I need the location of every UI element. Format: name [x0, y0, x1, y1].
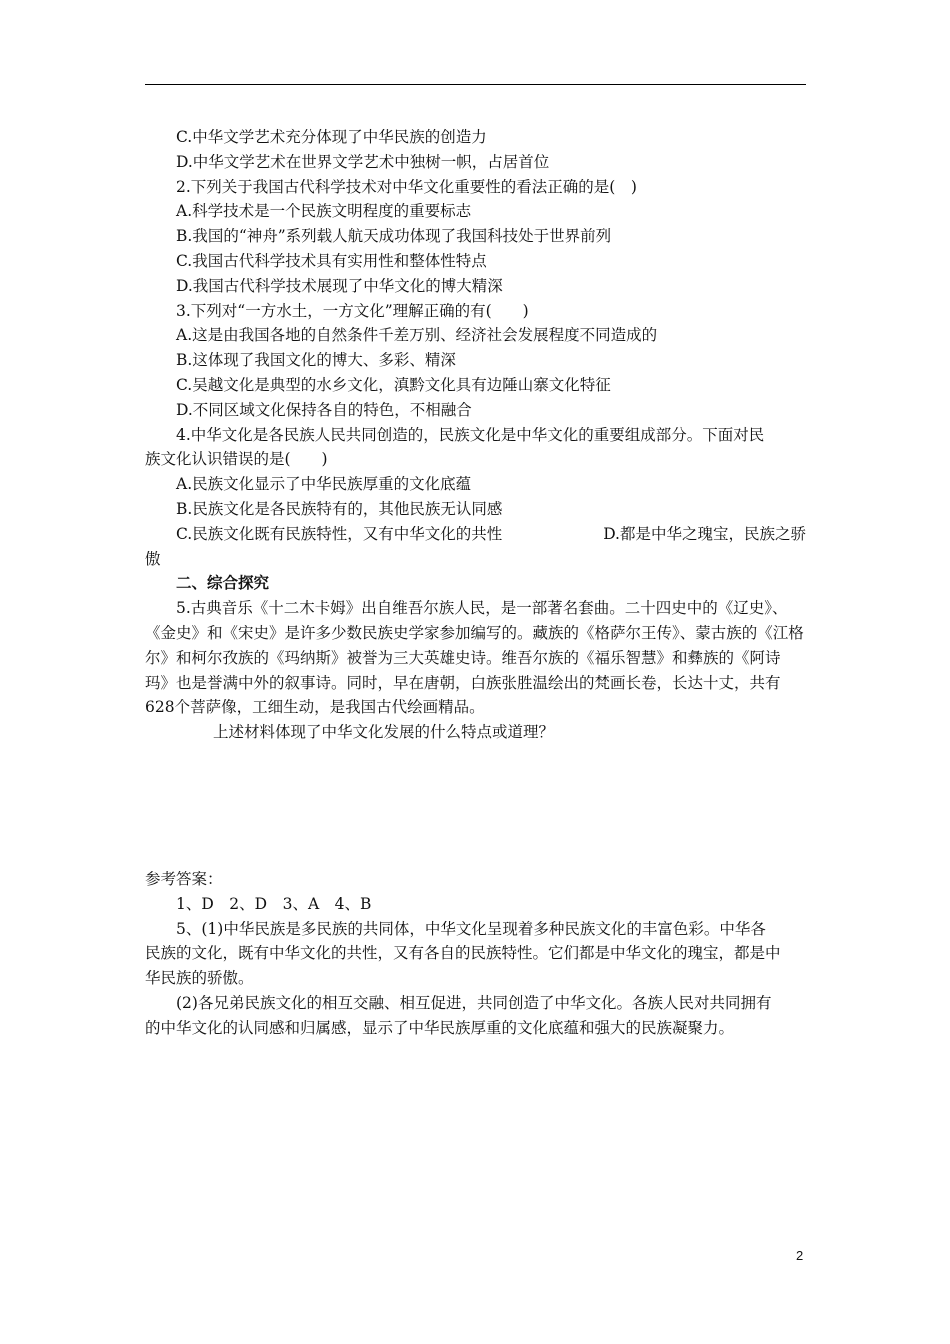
question-4-option-c: C.民族文化既有民族特性，又有中华文化的共性	[176, 524, 503, 543]
answer-5-line: (2)各兄弟民族文化的相互交融、相互促进，共同创造了中华文化。各族人民对共同拥有	[176, 993, 772, 1012]
document-body	[145, 125, 806, 1041]
question-4-option-d-continued: 傲	[145, 549, 161, 568]
page-number: 2	[796, 1248, 804, 1263]
option-line: C.我国古代科学技术具有实用性和整体性特点	[176, 251, 487, 270]
option-line: B.这体现了我国文化的博大、多彩、精深	[176, 351, 456, 370]
option-line: C.中华文学艺术充分体现了中华民族的创造力	[176, 128, 487, 146]
question-4-option-b: B.民族文化是各民族特有的，其他民族无认同感	[176, 499, 503, 518]
answers-choices: 1、D 2、D 3、A 4、B	[176, 894, 372, 913]
answer-space	[145, 745, 806, 867]
option-line: D.我国古代科学技术展现了中华文化的博大精深	[176, 276, 503, 295]
question-4-line-1: 4.中华文化是各民族人民共同创造的，民族文化是中华文化的重要组成部分。下面对民	[176, 425, 765, 444]
question-line: 2.下列关于我国古代科学技术对中华文化重要性的看法正确的是( )	[176, 177, 637, 196]
answer-5-line: 民族的文化，既有中华文化的共性，又有各自的民族特性。它们都是中华文化的瑰宝，都是中	[145, 944, 781, 963]
question-5-line: 5.古典音乐《十二木卡姆》出自维吾尔族人民，是一部著名套曲。二十四史中的《辽史》、	[176, 599, 788, 618]
answer-5-line: 5、(1)中华民族是多民族的共同体，中华文化呈现着多种民族文化的丰富色彩。中华各	[176, 919, 766, 938]
header-rule	[145, 84, 806, 85]
question-4-options-cd	[145, 522, 806, 547]
option-line: A.这是由我国各地的自然条件千差万别、经济社会发展程度不同造成的	[176, 326, 658, 345]
option-line: D.中华文学艺术在世界文学艺术中独树一帜，占居首位	[176, 152, 550, 171]
answers-title: 参考答案：	[145, 869, 223, 888]
option-line: A.科学技术是一个民族文明程度的重要标志	[176, 202, 472, 221]
question-line: 3.下列对“一方水土，一方文化”理解正确的有( )	[176, 301, 529, 320]
option-line: C.吴越文化是典型的水乡文化，滇黔文化具有边陲山寨文化特征	[176, 375, 611, 394]
question-4-option-d: D.都是中华之瑰宝，民族之骄	[603, 524, 806, 543]
answer-5-line: 华民族的骄傲。	[145, 969, 254, 988]
question-5-line: 尔》和柯尔孜族的《玛纳斯》被誉为三大英雄史诗。维吾尔族的《福乐智慧》和彝族的《阿诗	[145, 648, 781, 667]
answer-5-line: 的中华文化的认同感和归属感，显示了中华民族厚重的文化底蕴和强大的民族凝聚力。	[145, 1018, 735, 1037]
question-5-line: 玛》也是誉满中外的叙事诗。同时，早在唐朝，白族张胜温绘出的梵画长卷，长达十丈，共有	[145, 673, 781, 692]
option-line: B.我国的“神舟”系列载人航天成功体现了我国科技处于世界前列	[176, 227, 612, 246]
question-4-line-2: 族文化认识错误的是( )	[145, 450, 328, 469]
option-line: D.不同区域文化保持各自的特色，不相融合	[176, 400, 472, 419]
section-title: 二、综合探究	[176, 574, 270, 593]
question-5-line: 628个菩萨像，工细生动，是我国古代绘画精品。	[145, 698, 485, 717]
question-5-prompt: 上述材料体现了中华文化发展的什么特点或道理？	[213, 723, 555, 742]
question-5-line: 《金史》和《宋史》是许多少数民族史学家参加编写的。藏族的《格萨尔王传》、蒙古族的《江格	[145, 623, 804, 642]
question-4-option-a: A.民族文化显示了中华民族厚重的文化底蕴	[176, 475, 472, 494]
